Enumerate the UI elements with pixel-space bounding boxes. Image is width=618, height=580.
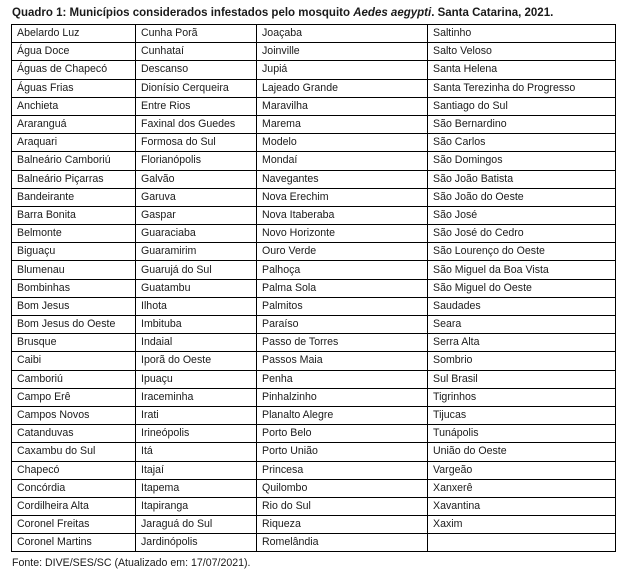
table-cell: Florianópolis xyxy=(136,152,257,170)
source-note: Fonte: DIVE/SES/SC (Atualizado em: 17/07/2021). xyxy=(12,557,251,569)
table-row xyxy=(12,316,616,334)
table-cell: Balneário Camboriú xyxy=(12,152,136,170)
table-cell: Bom Jesus do Oeste xyxy=(12,316,136,334)
table-cell: Iraceminha xyxy=(136,388,257,406)
table-cell: Xavantina xyxy=(428,497,616,515)
table-cell: Joaçaba xyxy=(257,25,428,43)
table-cell: Planalto Alegre xyxy=(257,406,428,424)
table-cell: Camboriú xyxy=(12,370,136,388)
table-row xyxy=(12,152,616,170)
table-cell: Vargeão xyxy=(428,461,616,479)
table-cell: Modelo xyxy=(257,134,428,152)
table-cell: Paraíso xyxy=(257,316,428,334)
table-cell: Palmitos xyxy=(257,297,428,315)
table-cell: Coronel Martins xyxy=(12,534,136,552)
table-cell: Água Doce xyxy=(12,43,136,61)
table-cell: Guaraciaba xyxy=(136,225,257,243)
table-cell: Ipuaçu xyxy=(136,370,257,388)
table-cell: Mondaí xyxy=(257,152,428,170)
table-cell: Formosa do Sul xyxy=(136,134,257,152)
table-cell: Barra Bonita xyxy=(12,206,136,224)
table-cell: Pinhalzinho xyxy=(257,388,428,406)
table-row xyxy=(12,425,616,443)
table-cell: Serra Alta xyxy=(428,334,616,352)
table-cell: Imbituba xyxy=(136,316,257,334)
table-cell: Joinville xyxy=(257,43,428,61)
caption-prefix: Quadro 1: Municípios considerados infestados pelo mosquito xyxy=(12,7,351,19)
table-cell: Coronel Freitas xyxy=(12,516,136,534)
table-cell: Cunha Porã xyxy=(136,25,257,43)
table-cell: Palhoça xyxy=(257,261,428,279)
table-row xyxy=(12,352,616,370)
table-cell: Princesa xyxy=(257,461,428,479)
table-cell: Tijucas xyxy=(428,406,616,424)
table-cell: São João Batista xyxy=(428,170,616,188)
table-cell: Garuva xyxy=(136,188,257,206)
table-cell: Santa Helena xyxy=(428,61,616,79)
table-cell: Ouro Verde xyxy=(257,243,428,261)
table-cell: Jaraguá do Sul xyxy=(136,516,257,534)
table-row xyxy=(12,206,616,224)
table-cell: São José do Cedro xyxy=(428,225,616,243)
table-cell: Sombrio xyxy=(428,352,616,370)
table-cell: São Lourenço do Oeste xyxy=(428,243,616,261)
table-cell: Maravilha xyxy=(257,97,428,115)
table-cell: Bombinhas xyxy=(12,279,136,297)
table-cell: Caibi xyxy=(12,352,136,370)
table-cell: Marema xyxy=(257,115,428,133)
table-row xyxy=(12,79,616,97)
table-cell: Guaramirim xyxy=(136,243,257,261)
table-row xyxy=(12,25,616,43)
table-cell: Nova Erechim xyxy=(257,188,428,206)
table-cell: Biguaçu xyxy=(12,243,136,261)
table-cell: Belmonte xyxy=(12,225,136,243)
table-cell: Jupiá xyxy=(257,61,428,79)
table-cell: Tigrinhos xyxy=(428,388,616,406)
table-cell xyxy=(428,534,616,552)
table-cell: Chapecó xyxy=(12,461,136,479)
table-row xyxy=(12,243,616,261)
table-cell: Indaial xyxy=(136,334,257,352)
table-cell: Saudades xyxy=(428,297,616,315)
table-row xyxy=(12,406,616,424)
table-cell: Blumenau xyxy=(12,261,136,279)
table-cell: Iporã do Oeste xyxy=(136,352,257,370)
table-cell: São Bernardino xyxy=(428,115,616,133)
table-row xyxy=(12,461,616,479)
table-cell: Entre Rios xyxy=(136,97,257,115)
table-row xyxy=(12,497,616,515)
table-cell: São Domingos xyxy=(428,152,616,170)
table-cell: Caxambu do Sul xyxy=(12,443,136,461)
table-cell: Penha xyxy=(257,370,428,388)
table-cell: São Miguel da Boa Vista xyxy=(428,261,616,279)
table-cell: Romelândia xyxy=(257,534,428,552)
table-cell: Campo Erê xyxy=(12,388,136,406)
table-body xyxy=(12,25,616,552)
table-cell: Santiago do Sul xyxy=(428,97,616,115)
table-row xyxy=(12,115,616,133)
table-row xyxy=(12,61,616,79)
table-cell: Quilombo xyxy=(257,479,428,497)
table-cell: Xanxerê xyxy=(428,479,616,497)
table-cell: Xaxim xyxy=(428,516,616,534)
table-row xyxy=(12,334,616,352)
table-row xyxy=(12,534,616,552)
table-row xyxy=(12,43,616,61)
table-cell: Águas de Chapecó xyxy=(12,61,136,79)
table-cell: Nova Itaberaba xyxy=(257,206,428,224)
table-cell: Bom Jesus xyxy=(12,297,136,315)
table-cell: Riqueza xyxy=(257,516,428,534)
table-row xyxy=(12,443,616,461)
table-cell: São José xyxy=(428,206,616,224)
table-cell: Santa Terezinha do Progresso xyxy=(428,79,616,97)
table-cell: Lajeado Grande xyxy=(257,79,428,97)
table-cell: Abelardo Luz xyxy=(12,25,136,43)
table-cell: Guarujá do Sul xyxy=(136,261,257,279)
table-row xyxy=(12,170,616,188)
table-cell: Porto União xyxy=(257,443,428,461)
table-cell: Passo de Torres xyxy=(257,334,428,352)
table-cell: Guatambu xyxy=(136,279,257,297)
table-cell: Navegantes xyxy=(257,170,428,188)
table-cell: Irineópolis xyxy=(136,425,257,443)
table-cell: Bandeirante xyxy=(12,188,136,206)
table-cell: União do Oeste xyxy=(428,443,616,461)
table-cell: Araquari xyxy=(12,134,136,152)
table-cell: São Miguel do Oeste xyxy=(428,279,616,297)
table-cell: Seara xyxy=(428,316,616,334)
table-cell: Rio do Sul xyxy=(257,497,428,515)
table-row xyxy=(12,188,616,206)
table-cell: Novo Horizonte xyxy=(257,225,428,243)
table-cell: Porto Belo xyxy=(257,425,428,443)
table-cell: Itapema xyxy=(136,479,257,497)
table-row xyxy=(12,370,616,388)
table-cell: Itá xyxy=(136,443,257,461)
table-row xyxy=(12,388,616,406)
table-row xyxy=(12,134,616,152)
table-row xyxy=(12,261,616,279)
table-cell: Concórdia xyxy=(12,479,136,497)
caption-species: Aedes aegypti xyxy=(353,7,432,19)
table-cell: Cordilheira Alta xyxy=(12,497,136,515)
table-cell: Salto Veloso xyxy=(428,43,616,61)
table-row xyxy=(12,297,616,315)
table-cell: Balneário Piçarras xyxy=(12,170,136,188)
table-cell: São João do Oeste xyxy=(428,188,616,206)
table-cell: São Carlos xyxy=(428,134,616,152)
table-row xyxy=(12,225,616,243)
table-cell: Brusque xyxy=(12,334,136,352)
table-row xyxy=(12,516,616,534)
table-cell: Cunhataí xyxy=(136,43,257,61)
table-cell: Itapiranga xyxy=(136,497,257,515)
table-row xyxy=(12,279,616,297)
table-cell: Itajaí xyxy=(136,461,257,479)
table-row xyxy=(12,479,616,497)
table-cell: Descanso xyxy=(136,61,257,79)
table-cell: Campos Novos xyxy=(12,406,136,424)
table-cell: Palma Sola xyxy=(257,279,428,297)
table-cell: Saltinho xyxy=(428,25,616,43)
table-cell: Araranguá xyxy=(12,115,136,133)
table-cell: Tunápolis xyxy=(428,425,616,443)
table-cell: Jardinópolis xyxy=(136,534,257,552)
table-cell: Irati xyxy=(136,406,257,424)
table-cell: Águas Frias xyxy=(12,79,136,97)
table-cell: Sul Brasil xyxy=(428,370,616,388)
table-cell: Faxinal dos Guedes xyxy=(136,115,257,133)
table-cell: Ilhota xyxy=(136,297,257,315)
caption-suffix: . Santa Catarina, 2021. xyxy=(431,7,554,19)
table-cell: Galvão xyxy=(136,170,257,188)
table-caption xyxy=(12,7,553,19)
table-cell: Passos Maia xyxy=(257,352,428,370)
municipalities-table xyxy=(11,24,616,552)
table-row xyxy=(12,97,616,115)
table-cell: Catanduvas xyxy=(12,425,136,443)
table-cell: Gaspar xyxy=(136,206,257,224)
table-cell: Anchieta xyxy=(12,97,136,115)
table-cell: Dionísio Cerqueira xyxy=(136,79,257,97)
